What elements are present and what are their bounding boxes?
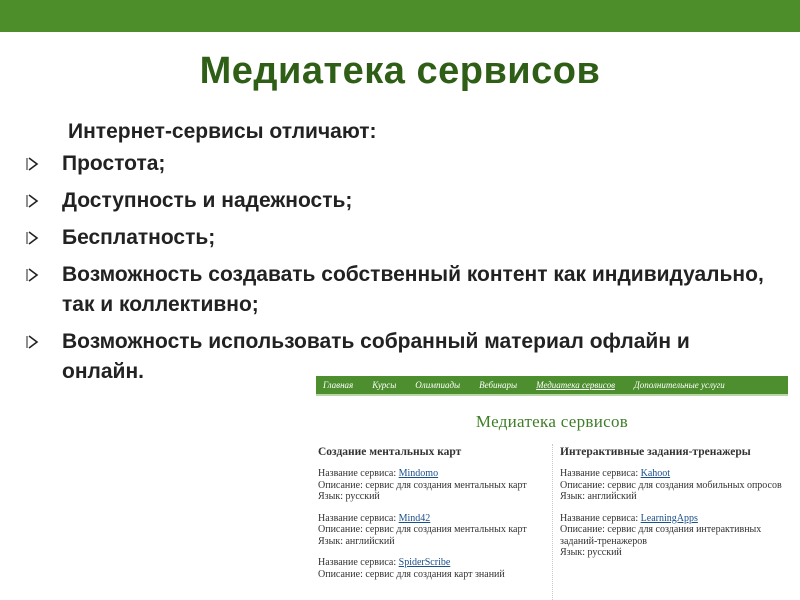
arrow-bullet-icon (26, 231, 40, 245)
service-entry: Название сервиса: Mind42 Описание: сервис для создания ментальных карт Язык: английский (318, 513, 550, 548)
bullet-item (24, 149, 764, 179)
nav-item-media-library[interactable]: Медиатека сервисов (536, 380, 615, 390)
bullet-item (24, 223, 764, 253)
service-description: Описание: сервис для создания карт знаний (318, 568, 505, 580)
service-entry: Название сервиса: SpiderScribe Описание: сервис для создания карт знаний (318, 557, 550, 580)
service-description: Описание: сервис для создания ментальных карт (318, 524, 527, 535)
bullet-text: Бесплатность; (62, 226, 216, 249)
nav-underline (316, 394, 788, 396)
service-link[interactable]: Kahoot (640, 468, 671, 479)
website-nav (316, 376, 788, 394)
column-divider (552, 444, 553, 600)
bullet-text: Доступность и надежность; (62, 189, 353, 212)
bullet-text: Возможность создавать собственный контент как индивидуально, так и коллективно; (62, 263, 764, 316)
slide-intro: Интернет-сервисы отличают: (68, 120, 377, 143)
arrow-bullet-icon (26, 194, 40, 208)
bullet-text: Простота; (62, 152, 166, 175)
arrow-bullet-icon (26, 268, 40, 282)
service-language: Язык: русский (318, 491, 380, 502)
service-description: Описание: сервис для создания ментальных карт (318, 479, 527, 491)
interactive-tasks-column (560, 446, 788, 569)
nav-item-courses[interactable]: Курсы (372, 380, 397, 390)
service-language: Язык: английский (560, 491, 637, 502)
arrow-bullet-icon (26, 157, 40, 171)
service-link[interactable]: SpiderScribe (398, 557, 451, 568)
website-title: Медиатека сервисов (475, 412, 629, 431)
nav-item-extra-services[interactable]: Дополнительные услуги (633, 380, 725, 390)
service-entry: Название сервиса: LearningApps Описание: сервис для создания интерактивных заданий-тренажеров Язык: русский (560, 513, 788, 559)
arrow-bullet-icon (26, 335, 40, 349)
service-language: Язык: русский (560, 547, 622, 558)
bullet-list (24, 149, 764, 394)
bullet-item (24, 186, 764, 216)
service-link[interactable]: LearningApps (640, 512, 698, 524)
service-description: Описание: сервис для создания интерактивных заданий-тренажеров (560, 524, 762, 547)
service-description: Описание: сервис для создания мобильных опросов (560, 479, 782, 491)
nav-item-home[interactable]: Главная (323, 380, 354, 390)
nav-item-olympiads[interactable]: Олимпиады (415, 380, 461, 390)
service-link[interactable]: Mindomo (398, 468, 439, 479)
slide-title: Медиатека сервисов (199, 50, 601, 92)
nav-item-webinars[interactable]: Вебинары (479, 380, 518, 390)
column-heading: Интерактивные задания-тренажеры (560, 446, 751, 458)
column-heading: Создание ментальных карт (318, 446, 462, 458)
website-screenshot (316, 374, 788, 600)
bullet-text: Возможность использовать собранный материал офлайн и онлайн. (62, 330, 690, 383)
service-link[interactable]: Mind42 (398, 512, 431, 524)
top-accent-bar (0, 0, 800, 32)
service-entry: Название сервиса: Kahoot Описание: сервис для создания мобильных опросов Язык: английский (560, 468, 788, 503)
service-language: Язык: английский (318, 535, 395, 547)
mind-maps-column (318, 446, 550, 590)
service-entry: Название сервиса: Mindomo Описание: сервис для создания ментальных карт Язык: русский (318, 468, 550, 503)
bullet-item (24, 260, 764, 320)
